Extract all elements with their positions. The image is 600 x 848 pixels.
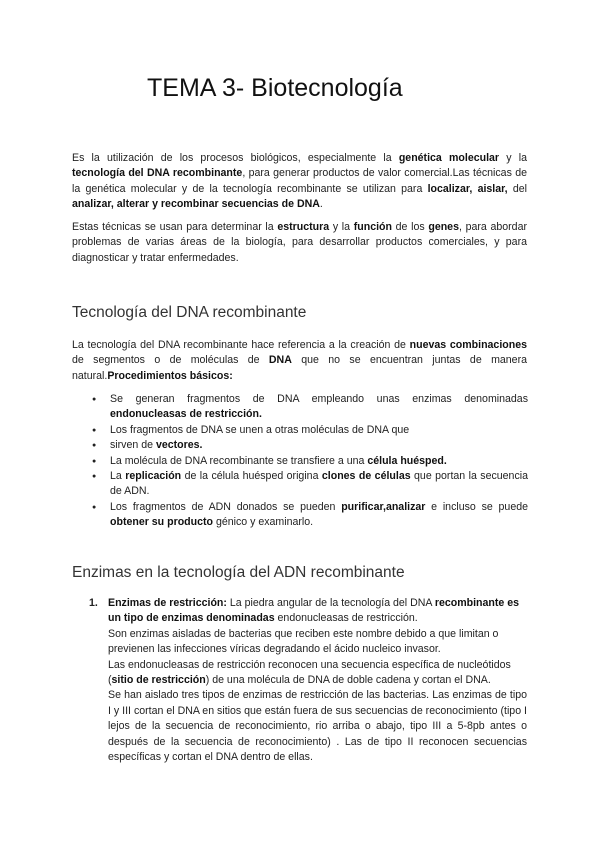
bold-text: estructura <box>277 221 330 233</box>
section-heading: Tecnología del DNA recombinante <box>72 304 307 321</box>
item-number: 1. <box>89 597 98 609</box>
text-run: sirven de <box>110 439 156 452</box>
text-run: de los <box>391 221 429 233</box>
bold-text: vectores. <box>155 439 203 452</box>
text-run: génico y examinarlo. <box>213 516 314 529</box>
bold-text: tecnología del DNA recombinante <box>72 167 243 180</box>
item-text <box>108 596 527 627</box>
text-run: Es la utilización de los procesos biológicos, especialmente la <box>72 152 399 164</box>
item-text <box>108 688 527 765</box>
text-run: endonucleasas de restricción. <box>274 612 418 625</box>
text-run: Los fragmentos de ADN donados se pueden <box>110 500 342 513</box>
text-run: Estas técnicas se usan para determinar la <box>72 221 278 233</box>
section-paragraph <box>72 338 527 384</box>
bold-text: célula huésped. <box>367 454 447 467</box>
list-item <box>90 500 528 531</box>
text-run: . <box>319 198 323 211</box>
list-item <box>90 469 528 500</box>
enzyme-list <box>89 596 527 765</box>
bold-text: purificar,analizar <box>341 500 426 513</box>
text-run: La <box>110 470 126 483</box>
text-run: La molécula de DNA recombinante se transfiere a una <box>110 454 368 467</box>
bold-text: recombinante es un tipo de enzimas denominadas <box>108 597 520 625</box>
bold-text: obtener su producto <box>110 516 213 529</box>
intro-paragraph <box>72 220 527 266</box>
text-run: La tecnología del DNA recombinante hace referencia a la creación de <box>72 339 410 351</box>
text-run: y la <box>499 152 527 164</box>
text-run: , para generar productos de valor comercial.Las técnicas de la genética molecular y de la tecnología recombinante se utilizan para <box>72 167 527 195</box>
text-run: Los fragmentos de DNA se unen a otras moléculas de DNA que <box>110 423 410 436</box>
item-text <box>108 627 527 658</box>
bold-text: sitio de restricción <box>111 674 206 687</box>
bold-text: genes <box>428 221 459 233</box>
list-item <box>90 392 528 423</box>
page-title: TEMA 3- Biotecnología <box>147 74 403 102</box>
list-item <box>89 596 527 765</box>
text-run: Son enzimas aisladas de bacterias que reciben este nombre debido a que limitan o previenen las infecciones víricas degradando el ácido nucleico invasor. <box>108 627 499 656</box>
text-run: e incluso se puede <box>425 500 528 513</box>
bold-text: Enzimas de restricción: <box>108 597 227 609</box>
text-run: , para abordar problemas de varias áreas de la biología, para desarrollar productos comerciales, y para diagnosticar y tratar enfermedades. <box>72 221 527 264</box>
bold-text: localizar, aislar, <box>427 182 508 195</box>
section-heading: Enzimas en la tecnología del ADN recombinante <box>72 564 405 581</box>
text-run: que portan la secuencia de ADN. <box>110 470 528 498</box>
item-text <box>108 658 527 689</box>
text-run: que no se encuentran juntas de manera natural. <box>72 354 527 382</box>
intro-paragraph <box>72 151 527 213</box>
bold-text: nuevas combinaciones <box>409 339 527 351</box>
text-run: Se generan fragmentos de DNA empleando unas enzimas denominadas <box>110 393 528 405</box>
list-item <box>90 454 528 469</box>
procedure-list <box>90 392 528 531</box>
bold-text: endonucleasas de restricción. <box>110 408 262 421</box>
bold-text: analizar, alterar y recombinar secuencias de DNA <box>72 198 320 211</box>
text-run: de segmentos o de moléculas de <box>72 354 269 367</box>
bold-text: clones de células <box>321 470 411 483</box>
text-run: del <box>507 182 527 195</box>
bold-text: replicación <box>125 470 182 483</box>
bold-text: DNA <box>268 354 292 367</box>
text-run: y la <box>329 221 354 233</box>
bold-text: función <box>353 221 392 233</box>
list-item <box>90 438 528 453</box>
text-run: La piedra angular de la tecnología del DNA <box>226 597 435 609</box>
bold-text: Procedimientos básicos: <box>107 369 233 382</box>
text-run: Las endonucleasas de restricción reconocen una secuencia específica de nucleótidos ( <box>108 658 511 687</box>
text-run: de la célula huésped origina <box>181 470 322 483</box>
list-item <box>90 423 528 438</box>
bold-text: genética molecular <box>398 152 500 164</box>
text-run: Se han aislado tres tipos de enzimas de restricción de las bacterias. Las enzimas de tipo I y III cortan el DNA en sitios que están fuera de sus secuencias de reconocimiento (tipo I lejos de la secuencia de reconocimiento, rio arriba o abajo, tipo III a 5-8pb antes o después de la secuencia de reconocimiento) . Las de tipo II reconocen secuencias específicas y cortan el DNA dentro de ellas. <box>108 689 527 764</box>
text-run: ) de una molécula de DNA de doble cadena y cortan el DNA. <box>205 674 491 687</box>
